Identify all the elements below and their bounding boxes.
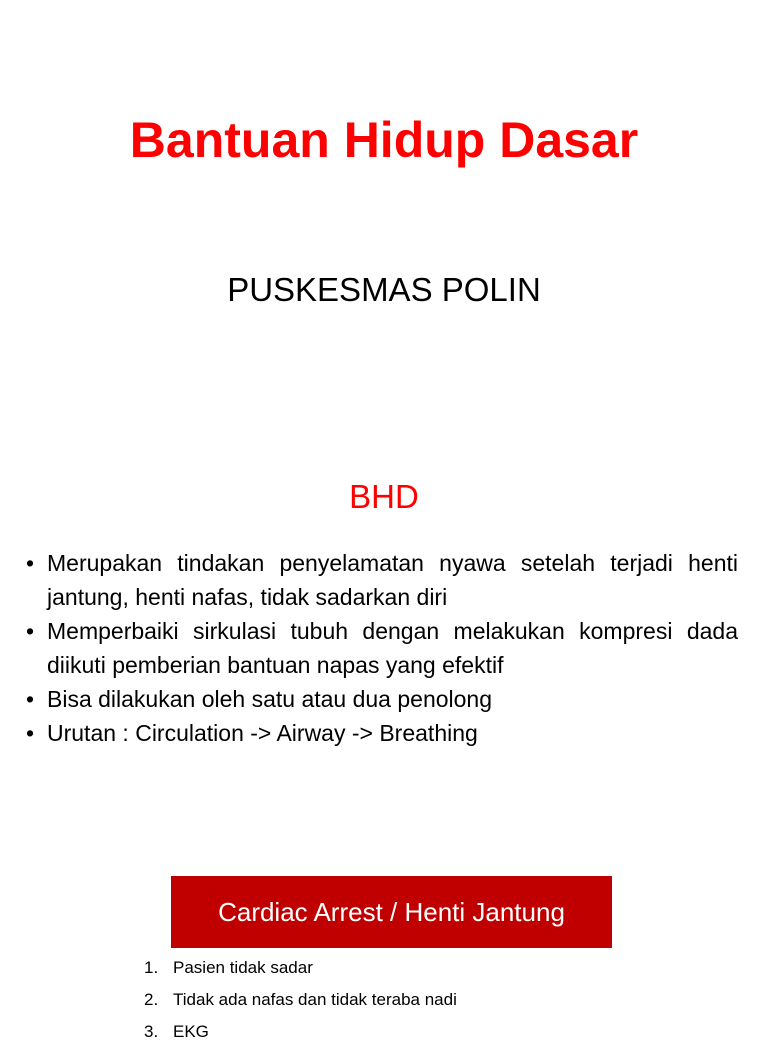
list-item (144, 952, 457, 984)
bullet-text: Memperbaiki sirkulasi tubuh dengan melakukan kompresi dada diikuti pemberian bantuan napas yang efektif (47, 618, 738, 678)
bullet-marker: • (26, 618, 35, 644)
bullet-item (26, 614, 738, 682)
banner-label: Cardiac Arrest / Henti Jantung (218, 896, 565, 927)
slide-title: Bantuan Hidup Dasar (129, 112, 639, 168)
bullet-marker: • (26, 720, 35, 746)
slide-subtitle: PUSKESMAS POLIN (227, 271, 541, 308)
list-number: 1. (144, 958, 159, 977)
bullet-text: Urutan : Circulation -> Airway -> Breathing (47, 720, 478, 746)
signs-list (144, 952, 457, 1048)
bullet-text: Bisa dilakukan oleh satu atau dua penolong (47, 686, 493, 712)
bullet-item (26, 716, 738, 750)
bullet-list (26, 546, 738, 750)
bullet-marker: • (26, 686, 35, 712)
list-number: 2. (144, 990, 159, 1009)
list-item (144, 984, 457, 1016)
list-number: 3. (144, 1022, 159, 1041)
list-text: EKG (173, 1022, 209, 1041)
list-text: Tidak ada nafas dan tidak teraba nadi (173, 990, 457, 1009)
bullet-text: Merupakan tindakan penyelamatan nyawa setelah terjadi henti jantung, henti nafas, tidak sadarkan diri (47, 550, 738, 610)
bullet-marker: • (26, 550, 35, 576)
section-heading: BHD (349, 478, 419, 515)
bullet-item (26, 682, 738, 716)
cardiac-arrest-banner (171, 876, 612, 948)
list-item (144, 1016, 457, 1048)
list-text: Pasien tidak sadar (173, 958, 313, 977)
bullet-item (26, 546, 738, 614)
